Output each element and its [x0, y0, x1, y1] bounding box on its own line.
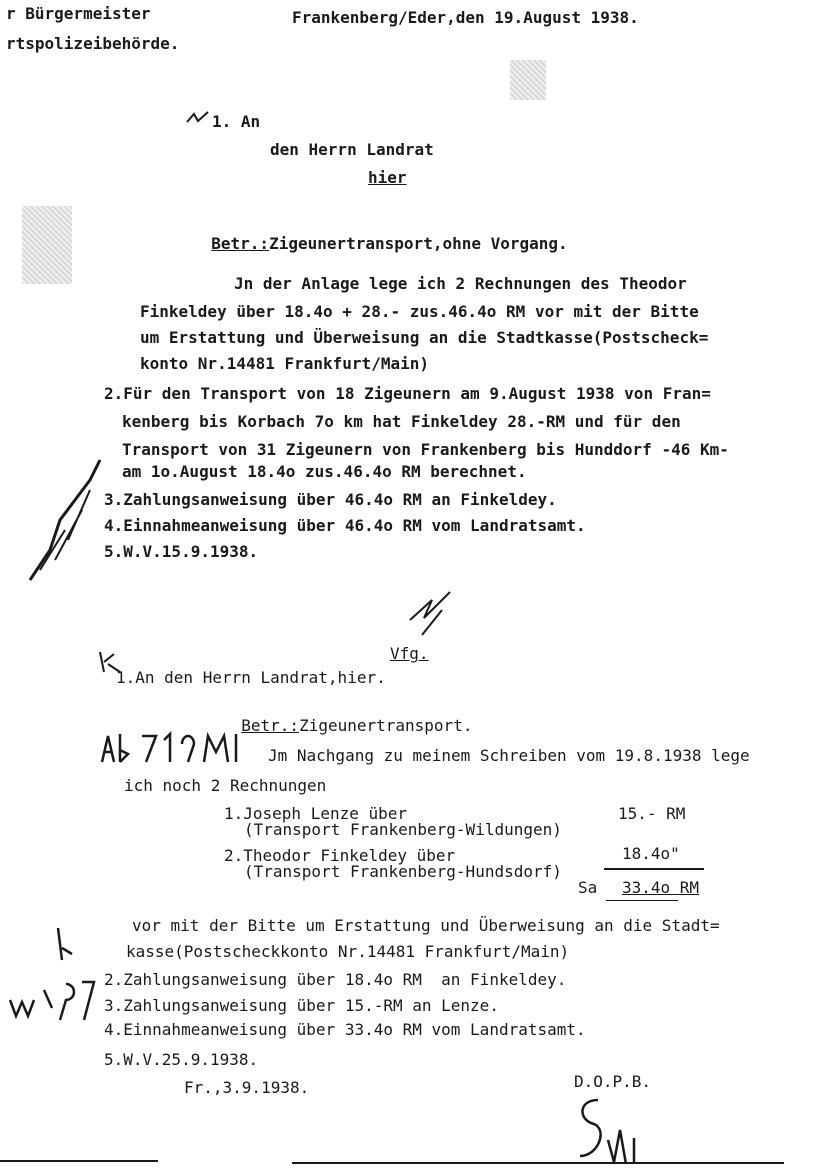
scan-stain-left: [22, 206, 72, 284]
invoice-1-amount: 15.- RM: [618, 804, 686, 823]
letter2-subject-line: [222, 696, 472, 736]
letter1-item2-line: Transport von 31 Zigeunern von Frankenberg bis Hunddorf -46 Km-: [122, 440, 729, 459]
letter2-date: Fr.,3.9.1938.: [184, 1078, 310, 1097]
sum-label: Sa: [578, 878, 598, 897]
handwritten-margin-scrawl: [20, 450, 110, 590]
letter1-item3: 3.Zahlungsanweisung über 46.4o RM an Finkeldey.: [104, 490, 557, 509]
footer-rule-left: [0, 1160, 158, 1162]
letter1-item1-an: 1. An: [212, 112, 261, 131]
invoice-1-line1: 1.Joseph Lenze über: [224, 804, 408, 823]
letter2-dopb: D.O.P.B.: [574, 1072, 652, 1091]
footer-rule-right: [292, 1162, 784, 1164]
letter1-subject: Zigeunertransport,ohne Vorgang.: [269, 234, 568, 253]
letter1-body-line: Jn der Anlage lege ich 2 Rechnungen des Theodor: [234, 274, 687, 293]
place-date: Frankenberg/Eder,den 19.August 1938.: [292, 8, 639, 27]
invoice-2-line1: 2.Theodor Finkeldey über: [224, 846, 456, 865]
letter2-body-line: Jm Nachgang zu meinem Schreiben vom 19.8.1938 lege: [268, 746, 750, 765]
letter2-item5: 5.W.V.25.9.1938.: [104, 1050, 259, 1069]
handwritten-margin-scrawl-2: [4, 920, 104, 1030]
letter2-body-line: ich noch 2 Rechnungen: [124, 776, 327, 795]
letter2-item2: 2.Zahlungsanweisung über 18.4o RM an Finkeldey.: [104, 970, 567, 989]
letter2-item3: 3.Zahlungsanweisung über 15.-RM an Lenze.: [104, 996, 499, 1015]
letter1-item2-line: am 1o.August 18.4o zus.46.4o RM berechnet.: [122, 462, 527, 481]
letter2-subject-label: Betr.:: [241, 716, 300, 735]
sender-line-2: rtspolizeibehörde.: [6, 34, 180, 53]
letter1-subject-label: Betr.:: [211, 234, 270, 253]
letter2-subject: Zigeunertransport.: [299, 716, 473, 735]
letter2-closing-line: kasse(Postscheckkonto Nr.14481 Frankfurt/Main): [126, 942, 570, 961]
handwritten-paraph: [402, 580, 462, 640]
letter1-item2-line: 2.Für den Transport von 18 Zigeunern am 9.August 1938 von Fran=: [104, 384, 711, 403]
sum-amount: 33.4o RM: [622, 878, 700, 897]
sum-double-rule: [606, 900, 678, 901]
letter1-recipient-place: hier: [368, 168, 407, 187]
sender-line-1: r Bürgermeister: [6, 4, 151, 23]
letter2-vfg: Vfg.: [390, 644, 429, 663]
letter1-body-line: konto Nr.14481 Frankfurt/Main): [140, 354, 429, 373]
letter1-body-line: um Erstattung und Überweisung an die Stadtkasse(Postscheck=: [140, 328, 709, 347]
invoice-1-line2: (Transport Frankenberg-Wildungen): [244, 820, 562, 839]
letter1-subject-line: [192, 214, 568, 254]
handwritten-margin-note: [96, 722, 246, 772]
scan-stain-top: [510, 60, 546, 100]
letter1-item4: 4.Einnahmeanweisung über 46.4o RM vom Landratsamt.: [104, 516, 586, 535]
letter1-item5: 5.W.V.15.9.1938.: [104, 542, 259, 561]
invoice-2-line2: (Transport Frankenberg-Hundsdorf): [244, 862, 562, 881]
handwritten-signature: [568, 1090, 648, 1170]
letter1-body-line: Finkeldey über 18.4o + 28.- zus.46.4o RM vor mit der Bitte: [140, 302, 699, 321]
letter2-closing-line: vor mit der Bitte um Erstattung und Überweisung an die Stadt=: [132, 916, 720, 935]
handwritten-tick-mark: [184, 108, 214, 132]
invoice-2-amount: 18.4o": [622, 844, 680, 863]
letter2-item4: 4.Einnahmeanweisung über 33.4o RM vom Landratsamt.: [104, 1020, 586, 1039]
letter1-item2-line: kenberg bis Korbach 7o km hat Finkeldey 28.-RM und für den: [122, 412, 681, 431]
letter1-recipient: den Herrn Landrat: [270, 140, 434, 159]
letter2-item1: 1.An den Herrn Landrat,hier.: [116, 668, 386, 687]
sum-rule: [604, 868, 704, 870]
